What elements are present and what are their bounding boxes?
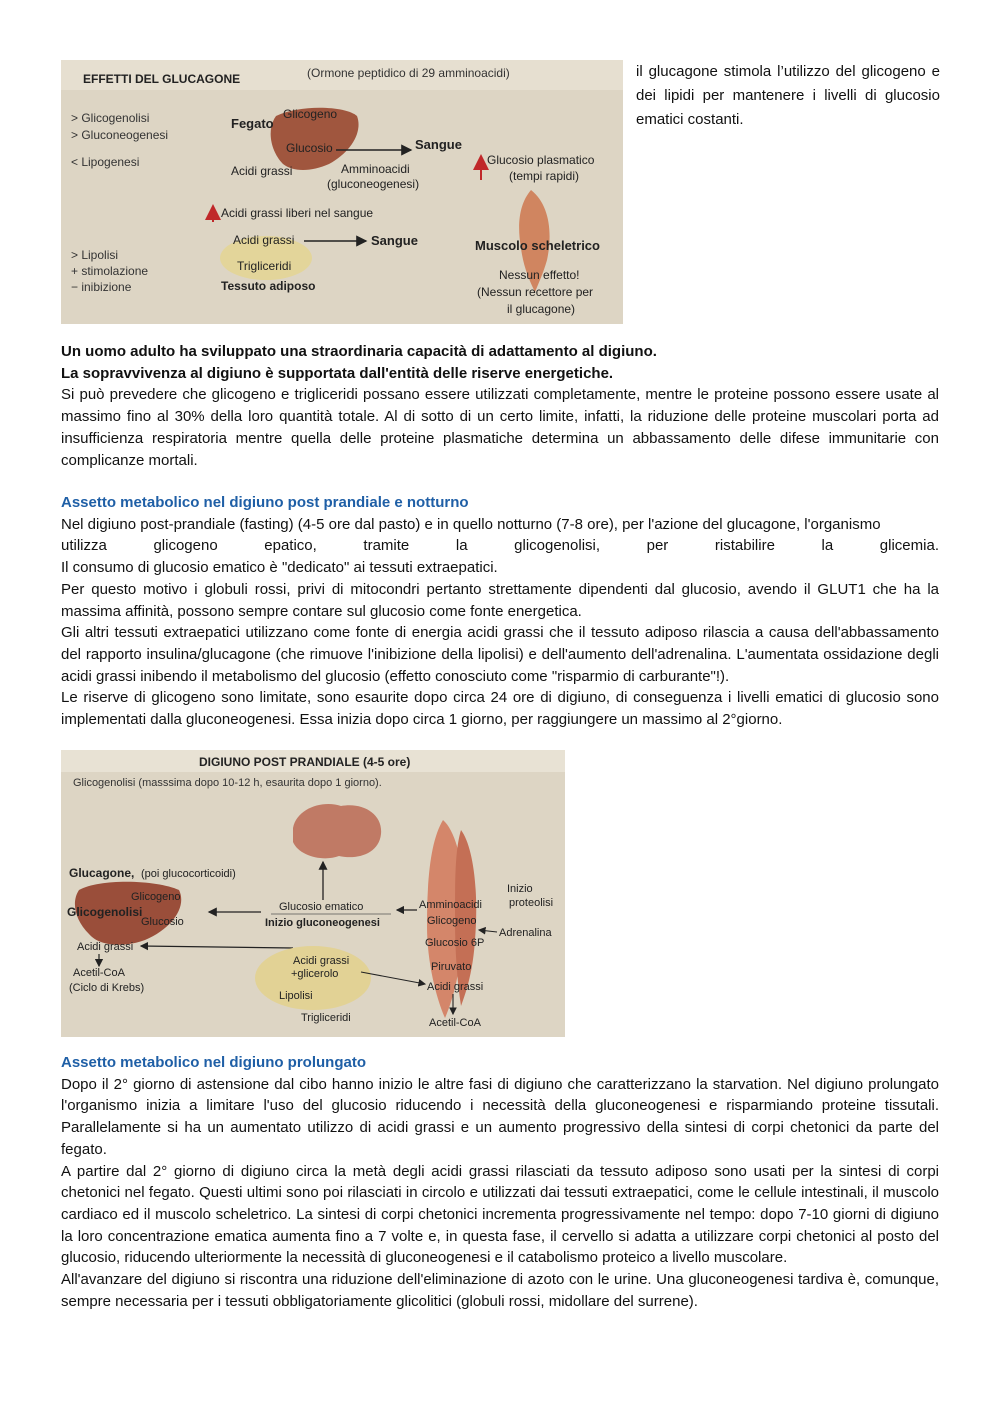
m-acetil-label: Acetil-CoA: [429, 1017, 481, 1029]
inizio-proteolisi-1: Inizio: [507, 883, 533, 895]
glucagone-label: Glucagone,: [69, 866, 135, 880]
brain-shape: [293, 804, 381, 858]
adipose-acidi-grassi: Acidi grassi: [233, 233, 295, 247]
section1-p1-line3: Il consumo di glucosio ematico è "dedicato" ai tessuti extraepatici.: [61, 559, 498, 577]
m-glicogeno-label: Glicogeno: [427, 915, 477, 927]
lipolisi-label: Lipolisi: [279, 990, 313, 1002]
legend-stimolazione: + stimolazione: [71, 264, 149, 278]
side-text: il glucagone stimola l’utilizzo del glicogeno e dei lipidi per mantenere i livelli di glucosio ematici costanti.: [636, 63, 940, 128]
glicogeno-label: Glicogeno: [131, 891, 181, 903]
adipose-sangue: Sangue: [371, 233, 418, 248]
glucosio6p-label: Glucosio 6P: [425, 937, 485, 949]
section2-p2: A partire dal 2° giorno di digiuno circa la metà degli acidi grassi rilasciati da tessuto adiposo sono usati per la sintesi di corpi chetonici nel fegato. Questi ultimi sono poi rilasciati in circolo e utilizzati dai tessuti extraepatici, come le cellule intestinali, il muscolo cardiaco ed il muscolo scheletrico. La sintesi di corpi chetonici incrementa progressivamente nel tempo: dopo 7-10 giorni di digiuno la loro concentrazione ematica aumenta fino a 7 volte e, in questa fase, il cervello si adatta a utilizzare corpi chetonici al posto del glucosio, riducendo ulteriormente la necessità di gluconeogenesi e il catabolismo proteico a livello muscolare.: [61, 1162, 939, 1267]
section1-p2: Per questo motivo i globuli rossi, privi di mitocondri pertanto strettamente dipendenti dal glucosio, avendo il GLUT1 che ha la massima affinità, possono sempre contare sul glucosio come fonte energetica.: [61, 580, 939, 620]
note-glicogenolisi: > Glicogenolisi: [71, 111, 150, 125]
inizio-gluco-label: Inizio gluconeogenesi: [265, 917, 380, 929]
note-lipogenesi: < Lipogenesi: [71, 155, 140, 169]
plasma-line2: (tempi rapidi): [509, 169, 580, 183]
liver-acidi-grassi: Acidi grassi: [231, 164, 293, 178]
ag-glicerolo-2: +glicerolo: [291, 968, 339, 980]
intro-block: [61, 341, 939, 471]
liver-sangue: Sangue: [415, 137, 462, 152]
section1-block: [61, 492, 939, 731]
intro-bold-2: La sopravvivenza al digiuno è supportata dall'entità delle riserve energetiche.: [61, 364, 614, 382]
liver-glicogeno: Glicogeno: [283, 107, 338, 121]
figure1-title: EFFETTI DEL GLUCAGONE: [83, 72, 241, 86]
krebs-label: (Ciclo di Krebs): [69, 982, 145, 994]
amminoacidi-label: Amminoacidi: [419, 899, 482, 911]
section1-p1-line1: Nel digiuno post-prandiale (fasting) (4-5 ore dal pasto) e in quello notturno (7-8 ore), per l'azione del glucagone, l'organismo: [61, 515, 881, 533]
section2-heading: Assetto metabolico nel digiuno prolungato: [61, 1054, 367, 1071]
muscle-line2: (Nessun recettore per: [477, 285, 594, 299]
intro-paragraph: Si può prevedere che glicogeno e trigliceridi possano essere utilizzati completamente, mentre le proteine possono essere usate al massimo fino al 30% della loro quantità totale. Al di sotto di un certo limite, infatti, la riduzione delle proteine muscolari porta ad insufficienza respiratoria mentre quella delle proteine plasmatiche determina un abbassamento delle difese immunitarie con complicanze mortali.: [61, 386, 939, 469]
acetil-coa-label: Acetil-CoA: [73, 967, 125, 979]
piruvato-label: Piruvato: [431, 961, 472, 973]
glucosio-ematico-label: Glucosio ematico: [279, 901, 364, 913]
figure2-subtitle: Glicogenolisi (masssima dopo 10-12 h, esaurita dopo 1 giorno).: [73, 777, 382, 789]
figure1-subtitle: (Ormone peptidico di 29 amminoacidi): [307, 66, 510, 80]
section2-p3: All'avanzare del digiuno si riscontra una riduzione dell'eliminazione di azoto con le urine. Una gluconeogenesi tardiva è, comunque, sempre necessaria per i tessuti obbligatoriamente glicolitici (globuli rossi, midollare del surrene).: [61, 1271, 939, 1310]
intro-bold-1: Un uomo adulto ha sviluppato una straordinaria capacità di adattamento al digiuno.: [61, 343, 657, 360]
section1-heading: Assetto metabolico nel digiuno post prandiale e notturno: [61, 494, 469, 511]
liver-glucosio: Glucosio: [286, 141, 333, 155]
adipose-label: Tessuto adiposo: [221, 279, 316, 293]
m-acidi-grassi-label: Acidi grassi: [427, 981, 484, 993]
section2-block: [61, 1052, 939, 1312]
note-gluconeogenesi: > Gluconeogenesi: [71, 128, 169, 142]
acidi-grassi-label: Acidi grassi: [77, 941, 134, 953]
ffa-blood: Acidi grassi liberi nel sangue: [221, 206, 374, 220]
section1-p4: Le riserve di glicogeno sono limitate, sono esaurite dopo circa 24 ore di digiuno, di conseguenza i livelli ematici di glucosio sono implementati dalla gluconeogenesi. Essa inizia dopo circa 1 giorno, per raggiungere un massimo al 2°giorno.: [61, 689, 939, 729]
muscle-label: Muscolo scheletrico: [475, 238, 600, 253]
ag-glicerolo-1: Acidi grassi: [293, 955, 350, 967]
plasma-line1: Glucosio plasmatico: [487, 153, 595, 167]
glucagone-note: (poi glucocorticoidi): [141, 868, 236, 880]
inizio-proteolisi-2: proteolisi: [509, 897, 554, 909]
legend-lipolisi: > Lipolisi: [71, 248, 119, 262]
trigliceridi-label: Trigliceridi: [301, 1012, 351, 1024]
adrenalina-label: Adrenalina: [499, 927, 552, 939]
post-prandial-figure: [61, 750, 565, 1037]
glucagon-effects-figure: [61, 60, 623, 324]
liver-amminoacidi: Amminoacidi: [341, 162, 410, 176]
muscle-line3: il glucagone): [507, 302, 576, 316]
section1-p1-line2: utilizza glicogeno epatico, tramite la glicogenolisi, per ristabilire la glicemia.: [61, 537, 939, 555]
liver-amminoacidi-note: (gluconeogenesi): [327, 177, 420, 191]
section2-p1: Dopo il 2° giorno di astensione dal cibo hanno inizio le altre fasi di digiuno che caratterizzano la starvation. Nel digiuno prolungato l'organismo inizia a limitare l'uso del glucosio riducendo i necessità della gluconeogenesi e risparmiando proteine tissutali. Parallelamente si ha un aumentato utilizzo di acidi grassi e un aumento progressivo della sintesi di corpi chetonici da parte del fegato.: [61, 1075, 939, 1158]
muscle-line1: Nessun effetto!: [499, 268, 580, 282]
adipose-trigliceridi: Trigliceridi: [237, 259, 292, 273]
figure2-title: DIGIUNO POST PRANDIALE (4-5 ore): [199, 755, 411, 769]
legend-inibizione: − inibizione: [71, 280, 132, 294]
liver-label: Fegato: [231, 116, 274, 131]
section1-p3: Gli altri tessuti extraepatici utilizzano come fonte di energia acidi grassi che il tessuto adiposo rilascia a causa dell'abbassamento del rapporto insulina/glucagone (che rimuove l'inibizione della lipolisi) e dell'aumento dell'adrenalina. L'aumentata ossidazione degli acidi grassi inibendo il metabolismo del glucosio (effetto conosciuto come "risparmio di carburante"!).: [61, 624, 939, 685]
glucosio-label: Glucosio: [141, 916, 184, 928]
glicogenolisi-label: Glicogenolisi: [67, 905, 143, 919]
